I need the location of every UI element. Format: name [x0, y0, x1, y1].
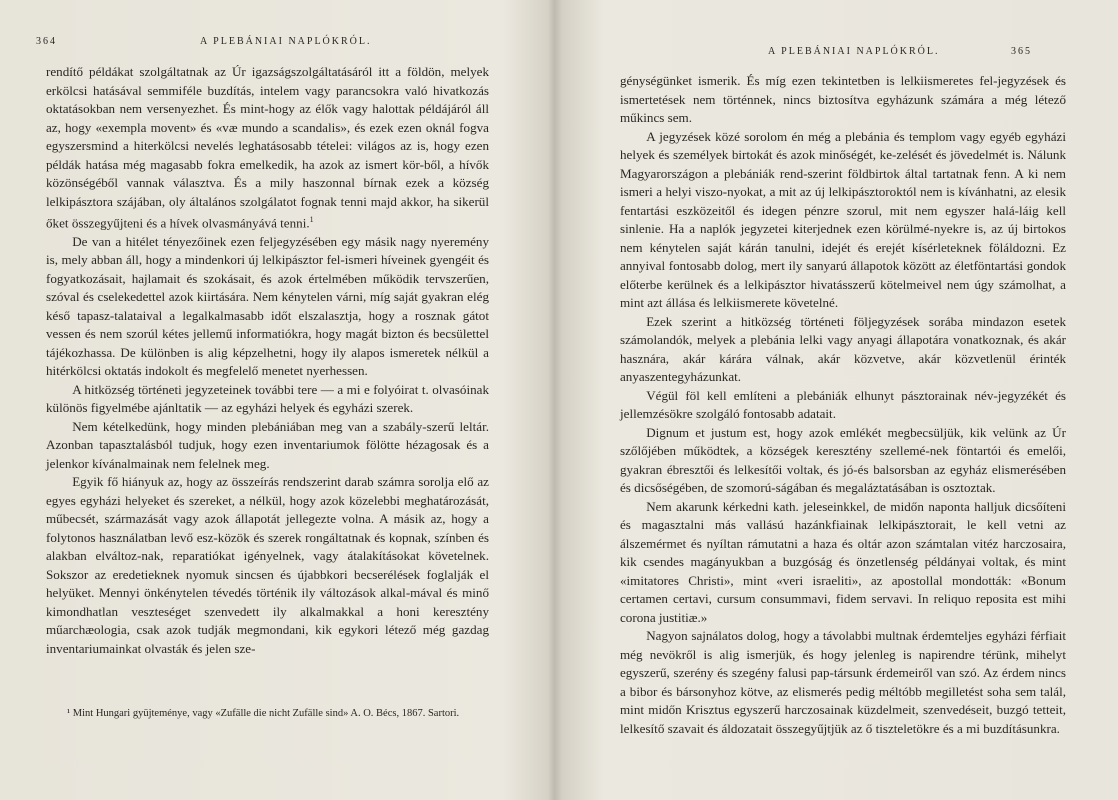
page-number: 364 [36, 36, 57, 47]
page-number: 365 [1011, 46, 1032, 57]
left-page [0, 0, 552, 800]
paragraph: Végül föl kell említeni a plebániák elhunyt pásztorainak név-jegyzékét és jellemzésökre szolgáló fontosabb adatait. [620, 387, 1066, 421]
paragraph: Nagyon sajnálatos dolog, hogy a távolabbi multnak érdemteljes egyházi férfiait még nevökről is alig ismerjük, és hogy jelenleg is napirendre térünk, mihelyt egyszerű, szerény és szegény falusi pap-társunk érdemeiről van szó. Az érdem nincs a bibor és bársonyhoz kötve, az elismerés pedig méltóbb megilletést soha sem talál, mint midőn Krisztus egyszerű harczosainak küzdelmeit, szenvedéseit, buzgó tetteit, lelkesítő szavait és áldozatait összegyűjtjük az ő tiszteletökre és a mi buzdításunkra. [620, 628, 1066, 736]
paragraph: Egyik fő hiányuk az, hogy az összeírás rendszerint darab számra sorolja elő az egyes egyházi helyeket és szereket, a nélkül, hogy azok közelebbi meghatározását, műbecsét, származását vagy azok állapotát jellegezte volna. A másik az, hogy a folytonos használatban levő esz-közök és szerek rongáltatnak és kopnak, színben és alakban elváltoz-nak, reparatiókat igényelnek, vagy átalakításokat követelnek. Sokszor az eredetieknek nyomuk sincsen és újabbkori becserélések foglalják el helyüket. Mennyi önkénytelen tévedés történik ily változások alkal-mával és minő kimondhatlan veszteséget szenvedett ily alkalmakkal a honi keresztény műarchæologia, csak azok tudják megmondani, kik egykori létező még gazdag inventariumainkat olvasták és jelen sze- [46, 474, 489, 656]
paragraph: Nem akarunk kérkedni kath. jeleseinkkel, de midőn naponta halljuk dicsőíteni és magasztalni más vallású hazánkfiainak lelkipásztorait, le kell vetni az álszemérmet és nyíltan rámutatni a haza és oltár azon számtalan vitéz harczosaira, kik csendes magányukban a buzgóság és önzetlenség példányai voltak, és mint «imitatores Christi», mint «veri israeliti», az apostollal mondották: «Bonum certamen certavi, cursum consummavi, fidem servavi. In reliquo reposita est mihi corona justitiæ.» [620, 498, 1066, 625]
body-text [46, 63, 489, 658]
footnote: ¹ Mint Hungari gyüjteménye, vagy «Zufälle die nicht Zufälle sind» A. O. Bécs, 1867. Sartori. [67, 708, 460, 719]
running-head: A PLEBÁNIAI NAPLÓKRÓL. [200, 36, 372, 47]
paragraph: Nem kételkedünk, hogy minden plebániában meg van a szabály-szerű leltár. Azonban tapasztalásból tudjuk, hogy ezen inventariumok fölötte hézagosak és a jelenkor kívánalmainak nem felelnek meg. [46, 418, 489, 471]
right-page [566, 0, 1118, 800]
running-head: A PLEBÁNIAI NAPLÓKRÓL. [768, 46, 940, 57]
paragraph: génységünket ismerik. És míg ezen tekintetben is lelkiismeretes fel-jegyzések és ismertetések nem történnek, nincs biztosítva egyházunk számára a még létező műkincs sem. [620, 73, 1066, 125]
paragraph: A jegyzések közé sorolom én még a plebánia és templom vagy egyéb egyházi helyek és személyek birtokát és azok minőségét, ke-zelését és jövedelmét is. Nálunk Magyarországon a plebániák rend-szerint földbirtok által tartatnak fenn. A ki nem ismeri a helyi viszo-nyokat, a mit az új lelkipásztoroktól nem is kívánhatni, az elesik fentartási eszközeitől és idegen pénzre szorul, mit nem egyszer halá-láig kell sinlenie. Ha a naplók jegyzetei kiterjednek ezen körülmé-nyekre is, az új birtokos nem kénytelen saját kárán tanulni, idejét és erejét kísérleteknek föláldozni. Ez annyival fontosabb dolog, mert ily sanyarú állapotok között az életföntartási gondok előterbe kerülnek és a lelkipásztor hivatásszerű kötelmeivel nem úgy számolhat, a mint azt állása és lelkiismerete követelné. [620, 128, 1066, 310]
paragraph: A hitközség történeti jegyzeteinek további tere — a mi e folyóirat t. olvasóinak különös figyelmébe ajánltatik — az egyházi helyek és egyházi szerek. [46, 381, 489, 416]
paragraph: De van a hitélet tényezőinek ezen feljegyzésében egy másik nagy nyeremény is, mely abban áll, hogy a mindenkori új lelkipásztor fel-ismeri híveinek gyengéit és fogyatkozásait, hajlamait és szokásait, és azok értelmében működik tervszerűen, szóval és cselekedettel azok kiirtására. Nem kénytelen várni, míg saját gyakran elég késő tapasz-talataival a legalkalmasabb időt elszalasztja, hogy a rosznak gátot vessen és nem szorúl kétes jellemű informatiókra, hogy magát bizton és becsülettel tájékozhassa. De különben is alig képzelhetni, hogy ily alapos ismeretek nélkül a hitérkölcsi oktatás indokolt és megfelelő menetet nyerhessen. [46, 233, 489, 379]
body-text [620, 72, 1066, 738]
paragraph: rendítő példákat szolgáltatnak az Úr igazságszolgáltatásáról itt a földön, melyek erkölcsi hatásával semmiféle buzdítás, intelem vagy parancsokra való hivatkozás oktatásokban nem versenyezhet. És mint-hogy az élők vagy halottak példájáról áll az, hogy «exempla movent» és «væ mundo a scandalis», és ezek ezen oknál fogva egyszersmind a hiterkölcsi nevelés leghatásosabb tételei: világos az is, hogy ezen példák hatása még magasabb fokra emelkedik, ha azok az ismert kör-ből, a hívők közönségéből vannak választva. És a mily haszonnal bírnak ezek a község lelkipásztora szájában, oly általános szolgálatot fognak tenni majd akkor, ha sikerül őket összegyűjteni és a hívek olvasmányává tenni.$^1$ [46, 64, 489, 231]
footnote-marker: 1 [309, 215, 314, 224]
paragraph: Dignum et justum est, hogy azok emlékét megbecsüljük, kik velünk az Úr szőlőjében működtek, a községek keresztény szellemé-nek föntartói és emelői, gyakran ébresztői és lelkesítői voltak, és jó-és balsorsban az egyház elismerésében és dicsőségében, de szomorú-ságában és megaláztatásában is osztoztak. [620, 424, 1066, 495]
paragraph: Ezek szerint a hitközség történeti följegyzések sorába mindazon esetek számolandók, melyek a plebánia lelki vagy anyagi állapotára vonatkoznak, és akár hasznára, akár kárára válnak, akár közvetve, akár közvetlenül érinték anyaszentegyházunkat. [620, 313, 1066, 384]
